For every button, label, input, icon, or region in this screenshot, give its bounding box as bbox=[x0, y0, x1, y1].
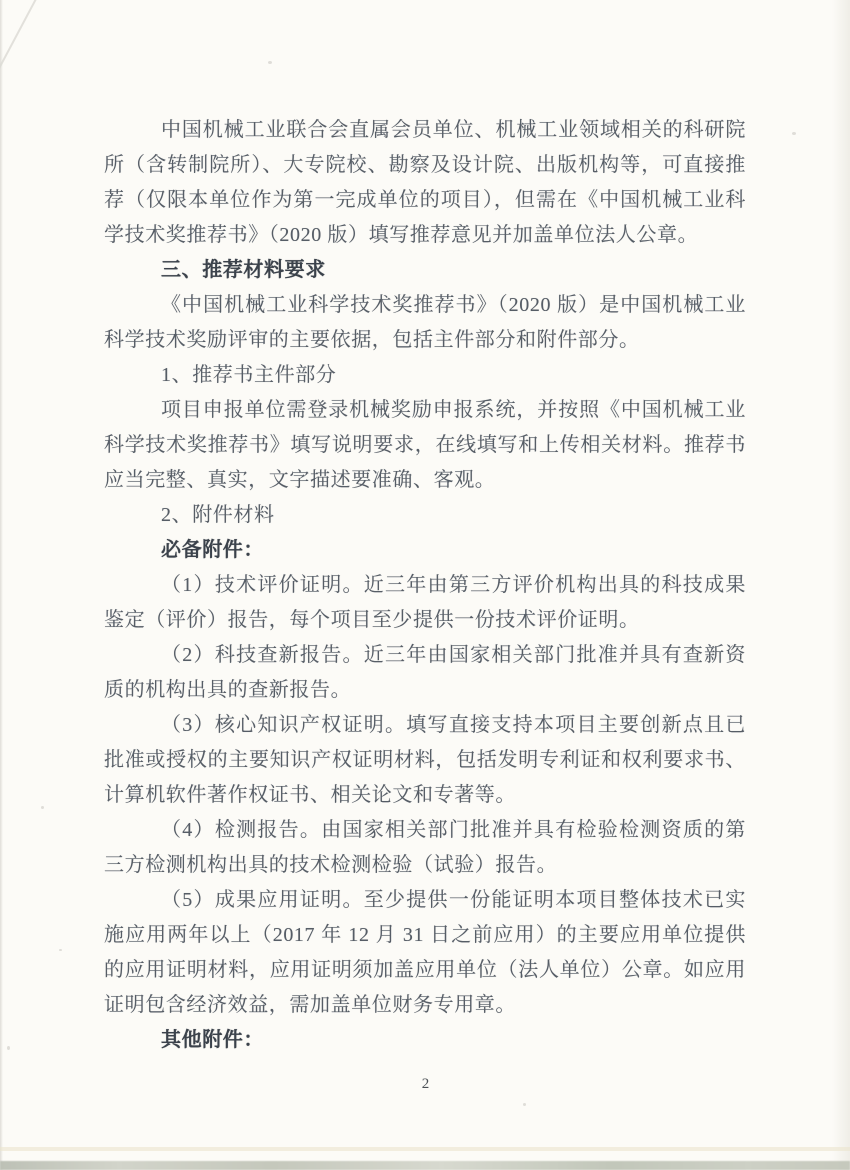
intro-paragraph: 中国机械工业联合会直属会员单位、机械工业领域相关的科研院所（含转制院所）、大专院校、勘察及设计院、出版机构等，可直接推荐（仅限本单位作为第一完成单位的项目），但需在《中国机械工业科学技术奖推荐书》（2020 版）填写推荐意见并加盖单位法人公章。 bbox=[104, 119, 746, 246]
subsection-1-title: 1、推荐书主件部分 bbox=[161, 364, 337, 386]
scan-speck bbox=[7, 1046, 10, 1050]
page-number: 2 bbox=[421, 1076, 431, 1092]
scan-speck bbox=[792, 132, 796, 135]
scan-corner-line bbox=[0, 0, 42, 70]
other-attachments-label: 其他附件： bbox=[161, 1029, 264, 1051]
subsection-2-title: 2、附件材料 bbox=[161, 504, 275, 526]
scan-edge-left bbox=[0, 0, 3, 1170]
attachment-item-3: （3）核心知识产权证明。填写直接支持本项目主要创新点且已批准或授权的主要知识产权证明材料，包括发明专利证和权利要求书、计算机软件著作权证书、相关论文和专著等。 bbox=[104, 714, 746, 806]
attachment-item-1: （1）技术评价证明。近三年由第三方评价机构出具的科技成果鉴定（评价）报告，每个项目至少提供一份技术评价证明。 bbox=[104, 574, 746, 631]
scan-speck bbox=[268, 61, 272, 64]
scan-band-tan bbox=[0, 1147, 850, 1151]
required-attachments-label: 必备附件： bbox=[161, 539, 264, 561]
page-content bbox=[104, 113, 746, 1058]
scan-speck bbox=[59, 949, 62, 951]
scan-band-bottom bbox=[0, 1161, 850, 1170]
attachment-item-2: （2）科技查新报告。近三年由国家相关部门批准并具有查新资质的机构出具的查新报告。 bbox=[104, 644, 746, 701]
scan-speck bbox=[523, 1103, 526, 1106]
subsection-1-paragraph: 项目申报单位需登录机械奖励申报系统，并按照《中国机械工业科学技术奖推荐书》填写说明要求，在线填写和上传相关材料。推荐书应当完整、真实，文字描述要准确、客观。 bbox=[104, 399, 746, 491]
section-heading-3: 三、推荐材料要求 bbox=[161, 259, 326, 281]
scan-speck bbox=[41, 806, 44, 809]
scan-edge-right bbox=[832, 0, 850, 1170]
attachment-item-5: （5）成果应用证明。至少提供一份能证明本项目整体技术已实施应用两年以上（2017 年 12 月 31 日之前应用）的主要应用单位提供的应用证明材料，应用证明须加盖应用单位（法人单位）公章。如应用证明包含经济效益，需加盖单位财务专用章。 bbox=[104, 889, 746, 1016]
section-3-intro-paragraph: 《中国机械工业科学技术奖推荐书》（2020 版）是中国机械工业科学技术奖励评审的主要依据，包括主件部分和附件部分。 bbox=[104, 294, 746, 351]
attachment-item-4: （4）检测报告。由国家相关部门批准并具有检验检测资质的第三方检测机构出具的技术检测检验（试验）报告。 bbox=[104, 819, 746, 876]
